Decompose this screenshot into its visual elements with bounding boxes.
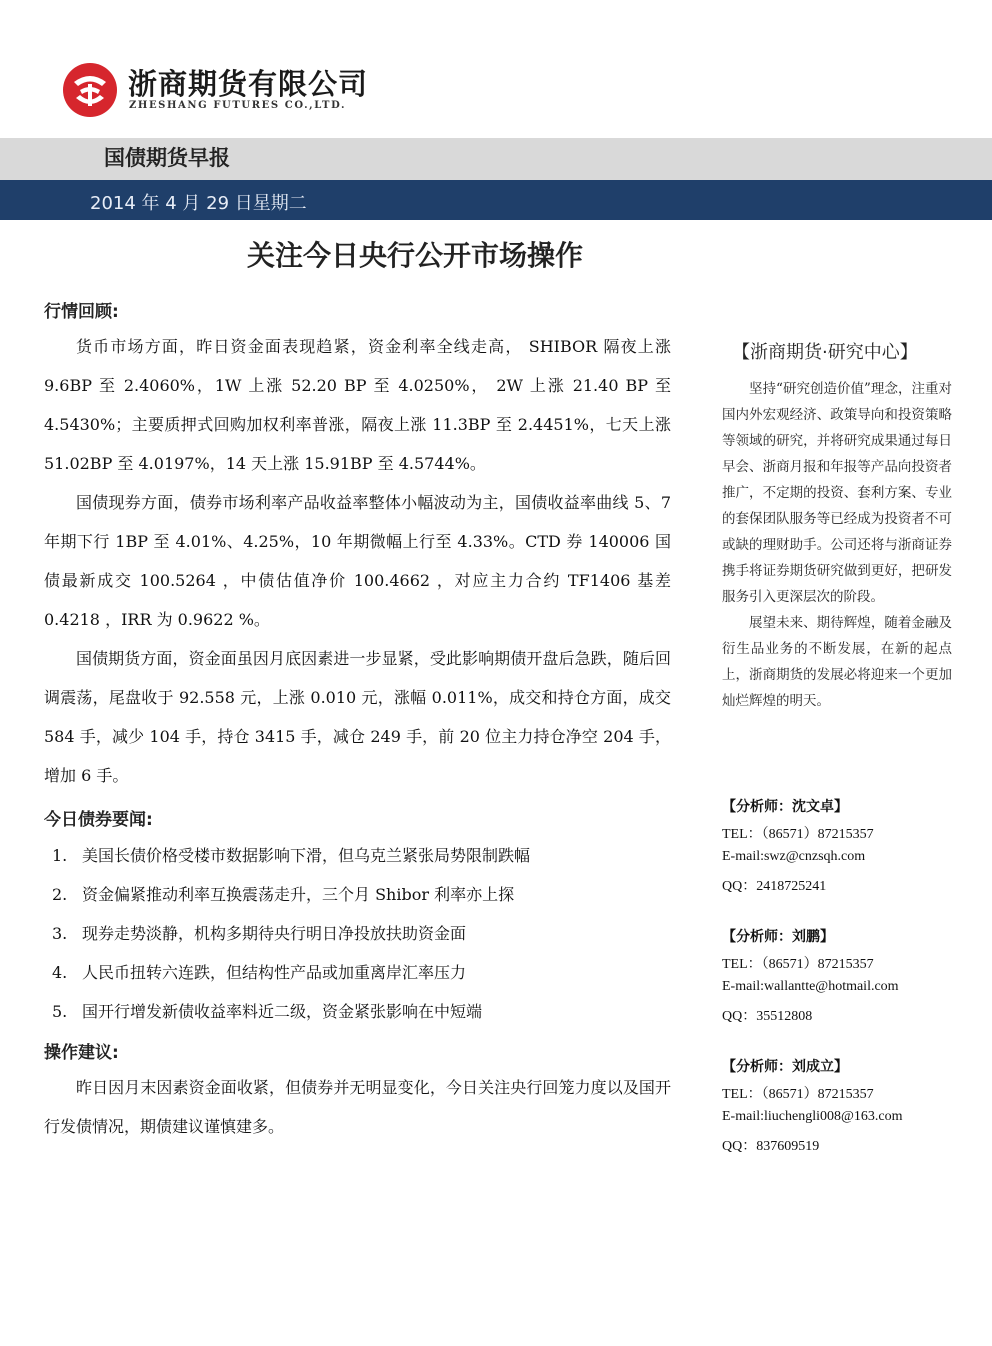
news-item <box>52 843 530 866</box>
news-item-text: 人民币扭转六连跌，但结构性产品或加重离岸汇率压力 <box>82 963 467 982</box>
company-name-english: ZHESHANG FUTURES CO.,LTD. <box>129 100 347 111</box>
news-item-number: 3. <box>52 924 68 943</box>
analyst-tel: TEL：（86571）87215357 <box>722 957 874 972</box>
analyst-qq: QQ：35512808 <box>722 1009 813 1024</box>
market-review-paragraph-bonds: 国债现券方面，债券市场利率产品收益率整体小幅波动为主，国债收益率曲线 5、7 年期下行 1BP 至 4.01%、4.25%，10 年期微幅上行至 4.33%。CTD 券 140006 国债最新成交 100.5264 ，中债估值净价 100.4662 ，对应主力合约 TF1406 基差 0.4218 ，IRR 为 0.9622 %。 <box>44 493 671 629</box>
news-item <box>52 921 466 944</box>
news-item-number: 2. <box>52 885 68 904</box>
analyst-name: 【分析师：刘鹏】 <box>722 929 834 945</box>
news-item-number: 1. <box>52 846 68 865</box>
advice-paragraph: 昨日因月末因素资金面收紧，但债券并无明显变化，今日关注央行回笼力度以及国开行发债情况，期债建议谨慎建多。 <box>44 1078 671 1136</box>
research-center-intro-paragraph: 坚持“研究创造价值”理念，注重对国内外宏观经济、政策导向和投资策略等领域的研究，并将研究成果通过每日早会、浙商月报和年报等产品向投资者推广，不定期的投资、套利方案、专业的套保团队服务等已经成为投资者不可或缺的理财助手。公司还将与浙商证券携手将证券期货研究做到更好，把研发服务引入更深层次的阶段。 <box>722 381 952 605</box>
news-item-text: 现券走势淡静，机构多期待央行明日净投放扶助资金面 <box>82 924 467 943</box>
news-item-text: 资金偏紧推动利率互换震荡走升，三个月 Shibor 利率亦上探 <box>82 885 515 904</box>
research-center-intro <box>722 376 952 714</box>
company-logo-icon <box>62 62 118 118</box>
analyst-qq: QQ：2418725241 <box>722 879 827 894</box>
analyst-tel: TEL：（86571）87215357 <box>722 827 874 842</box>
news-item <box>52 882 514 905</box>
analyst-qq: QQ：837609519 <box>722 1139 820 1154</box>
news-item <box>52 999 482 1022</box>
analyst-email[interactable]: E-mail:liuchengli008@163.com <box>722 1109 903 1124</box>
news-item-number: 4. <box>52 963 68 982</box>
news-item <box>52 960 466 983</box>
headline: 关注今日央行公开市场操作 <box>246 239 583 272</box>
report-type: 国债期货早报 <box>104 146 230 170</box>
research-center-title: 【浙商期货·研究中心】 <box>732 342 918 363</box>
news-item-text: 美国长债价格受楼市数据影响下滑，但乌克兰紧张局势限制跌幅 <box>82 846 531 865</box>
analyst-name: 【分析师：刘成立】 <box>722 1059 848 1075</box>
market-review-paragraph-money: 货币市场方面，昨日资金面表现趋紧，资金利率全线走高， SHIBOR 隔夜上涨 9.6BP 至 2.4060%，1W 上涨 52.20 BP 至 4.0250%， 2W 上涨 21.40 BP 至 4.5430%；主要质押式回购加权利率普涨，隔夜上涨 11.3BP 至 2.4451%，七天上涨 51.02BP 至 4.0197%，14 天上涨 15.91BP 至 4.5744%。 <box>44 337 671 473</box>
company-name: 浙商期货有限公司 <box>128 67 369 101</box>
market-review-title: 行情回顾: <box>44 302 119 322</box>
news-item-number: 5. <box>52 1002 68 1021</box>
research-center-intro-paragraph: 展望未来、期待辉煌，随着金融及衍生品业务的不断发展，在新的起点上，浙商期货的发展必将迎来一个更加灿烂辉煌的明天。 <box>722 615 952 709</box>
news-title: 今日债券要闻: <box>44 810 153 830</box>
advice-title: 操作建议: <box>44 1043 119 1063</box>
market-review-paragraph-futures: 国债期货方面，资金面虽因月底因素进一步显紧，受此影响期债开盘后急跌，随后回调震荡，尾盘收于 92.558 元，上涨 0.010 元，涨幅 0.011%，成交和持仓方面，成交 584 手，减少 104 手，持仓 3415 手，减仓 249 手，前 20 位主力持仓净空 204 手，增加 6 手。 <box>44 649 671 785</box>
news-item-text: 国开行增发新债收益率料近二级，资金紧张影响在中短端 <box>82 1002 483 1021</box>
analyst-name: 【分析师：沈文卓】 <box>722 799 848 815</box>
analyst-email[interactable]: E-mail:swz@cnzsqh.com <box>722 849 866 864</box>
report-date: 2014 年 4 月 29 日星期二 <box>90 193 307 214</box>
analyst-email[interactable]: E-mail:wallantte@hotmail.com <box>722 979 899 994</box>
analyst-tel: TEL：（86571）87215357 <box>722 1087 874 1102</box>
